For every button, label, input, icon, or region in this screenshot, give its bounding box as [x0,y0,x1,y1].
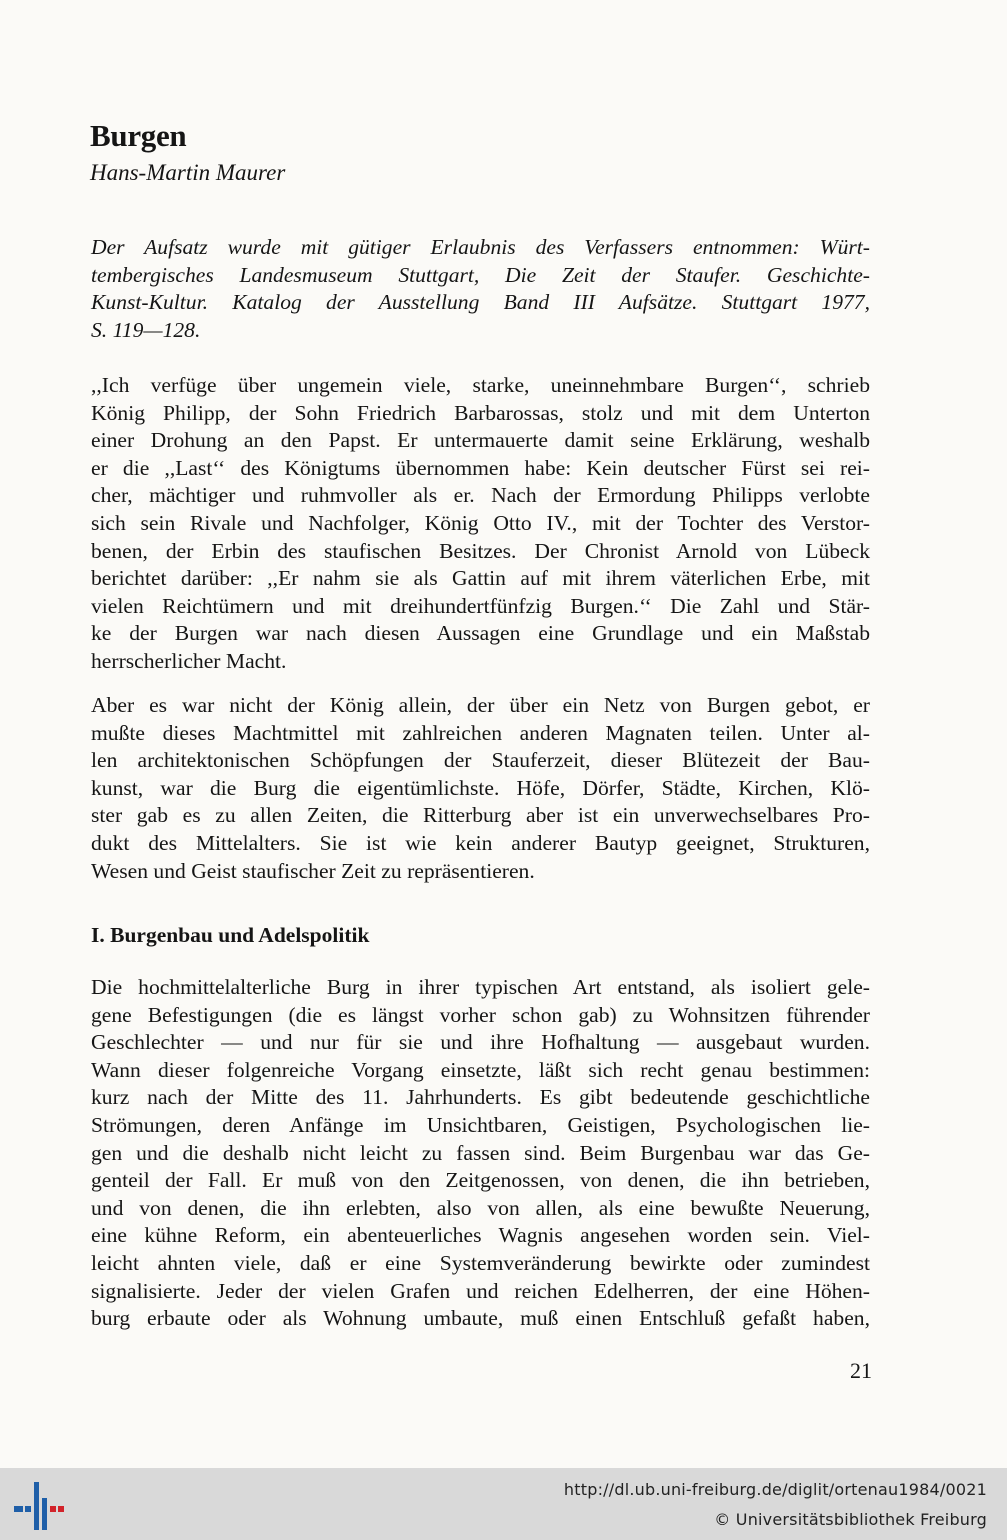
paragraph-3 [91,974,870,1333]
text-line: eine kühne Reform, ein abenteuerliches Wagnis angesehen worden sein. Viel- [91,1223,870,1248]
text-line: leicht ahnten viele, daß er eine Systemveränderung bewirkte oder zumindest [91,1250,870,1275]
page-number: 21 [850,1358,872,1383]
text-line: genteil der Fall. Er muß von den Zeitgenossen, von denen, die ihn betrieben, [91,1168,870,1193]
text-line: König Philipp, der Sohn Friedrich Barbarossas, stolz und mit dem Unterton [91,400,870,425]
text-line: kurz nach der Mitte des 11. Jahrhunderts. Es gibt bedeutende geschichtliche [91,1085,870,1110]
text-line: vielen Reichtümern und mit dreihundertfünfzig Burgen.‘‘ Die Zahl und Stär- [91,593,870,618]
article-author: Hans-Martin Maurer [90,160,286,185]
text-line: Wann dieser folgenreiche Vorgang einsetzte, läßt sich recht genau bestimmen: [91,1057,870,1082]
text-line: kunst, war die Burg die eigentümlichste. Höfe, Dörfer, Städte, Kirchen, Klö- [91,775,870,800]
text-line: len architektonischen Schöpfungen der Stauferzeit, dieser Blütezeit der Bau- [91,748,870,773]
text-line: Die hochmittelalterliche Burg in ihrer typischen Art entstand, als isoliert gele- [91,975,870,999]
text-line: Kunst-Kultur. Katalog der Ausstellung Band III Aufsätze. Stuttgart 1977, [91,290,870,315]
article-title: Burgen [90,118,187,153]
text-line: berichtet darüber: ,,Er nahm sie als Gattin auf mit ihrem väterlichen Erbe, mit [91,566,870,591]
text-line: gen und die deshalb nicht leicht zu fassen sind. Beim Burgenbau war das Ge- [91,1140,870,1165]
text-line: S. 119—128. [91,317,201,342]
paragraph-1 [91,372,870,676]
text-line: Geschlechter — und nur für sie und ihre Hofhaltung — ausgebaut wurden. [91,1030,870,1055]
text-line: tembergisches Landesmuseum Stuttgart, Die Zeit der Staufer. Geschichte- [91,262,870,287]
text-line: dukt des Mittelalters. Sie ist wie kein anderer Bautyp geeignet, Strukturen, [91,830,870,855]
text-line: ster gab es zu allen Zeiten, die Ritterburg aber ist ein unverwechselbares Pro- [91,803,870,828]
text-line: er die ,,Last‘‘ des Königtums übernommen habe: Kein deutscher Fürst sei rei- [91,455,870,480]
text-line: Der Aufsatz wurde mit gütiger Erlaubnis des Verfassers entnommen: Würt- [91,235,870,259]
text-line: ,,Ich verfüge über ungemein viele, starke, uneinnehmbare Burgen‘‘, schrieb [91,373,870,397]
text-line: Aber es war nicht der König allein, der über ein Netz von Burgen gebot, er [91,693,870,717]
text-line: mußte dieses Machtmittel mit zahlreichen anderen Magnaten teilen. Unter al- [91,720,870,745]
copyright-text: © Universitätsbibliothek Freiburg [714,1510,987,1529]
source-note [91,234,870,344]
paragraph-2 [91,692,870,885]
text-line: herrscherlicher Macht. [91,648,287,673]
ub-freiburg-logo-icon [14,1476,64,1532]
section-heading: I. Burgenbau und Adelspolitik [91,923,370,947]
text-line: Strömungen, deren Anfänge im Unsichtbaren, Geistigen, Psychologischen lie- [91,1112,870,1137]
text-line: und von denen, die ihn erlebten, also von allen, als eine bewußte Neuerung, [91,1195,870,1220]
text-line: gene Befestigungen (die es längst vorher schon gab) zu Wohnsitzen führender [91,1002,870,1027]
text-line: cher, mächtiger und ruhmvoller als er. Nach der Ermordung Philipps verlobte [91,483,870,508]
library-footer [0,1468,1007,1540]
text-line: einer Drohung an den Papst. Er untermauerte damit seine Erklärung, weshalb [91,428,870,453]
text-line: ke der Burgen war nach diesen Aussagen eine Grundlage und ein Maßstab [91,621,870,646]
source-url-link[interactable]: http://dl.ub.uni-freiburg.de/diglit/ortenau1984/0021 [563,1480,987,1499]
text-line: signalisierte. Jeder der vielen Grafen und reichen Edelherren, der eine Höhen- [91,1278,870,1303]
text-line: Wesen und Geist staufischer Zeit zu repräsentieren. [91,858,535,883]
text-line: benen, der Erbin des staufischen Besitzes. Der Chronist Arnold von Lübeck [91,538,870,563]
text-line: burg erbaute oder als Wohnung umbaute, muß einen Entschluß gefaßt haben, [91,1306,870,1331]
text-line: sich sein Rivale und Nachfolger, König Otto IV., mit der Tochter des Verstor- [91,510,870,535]
